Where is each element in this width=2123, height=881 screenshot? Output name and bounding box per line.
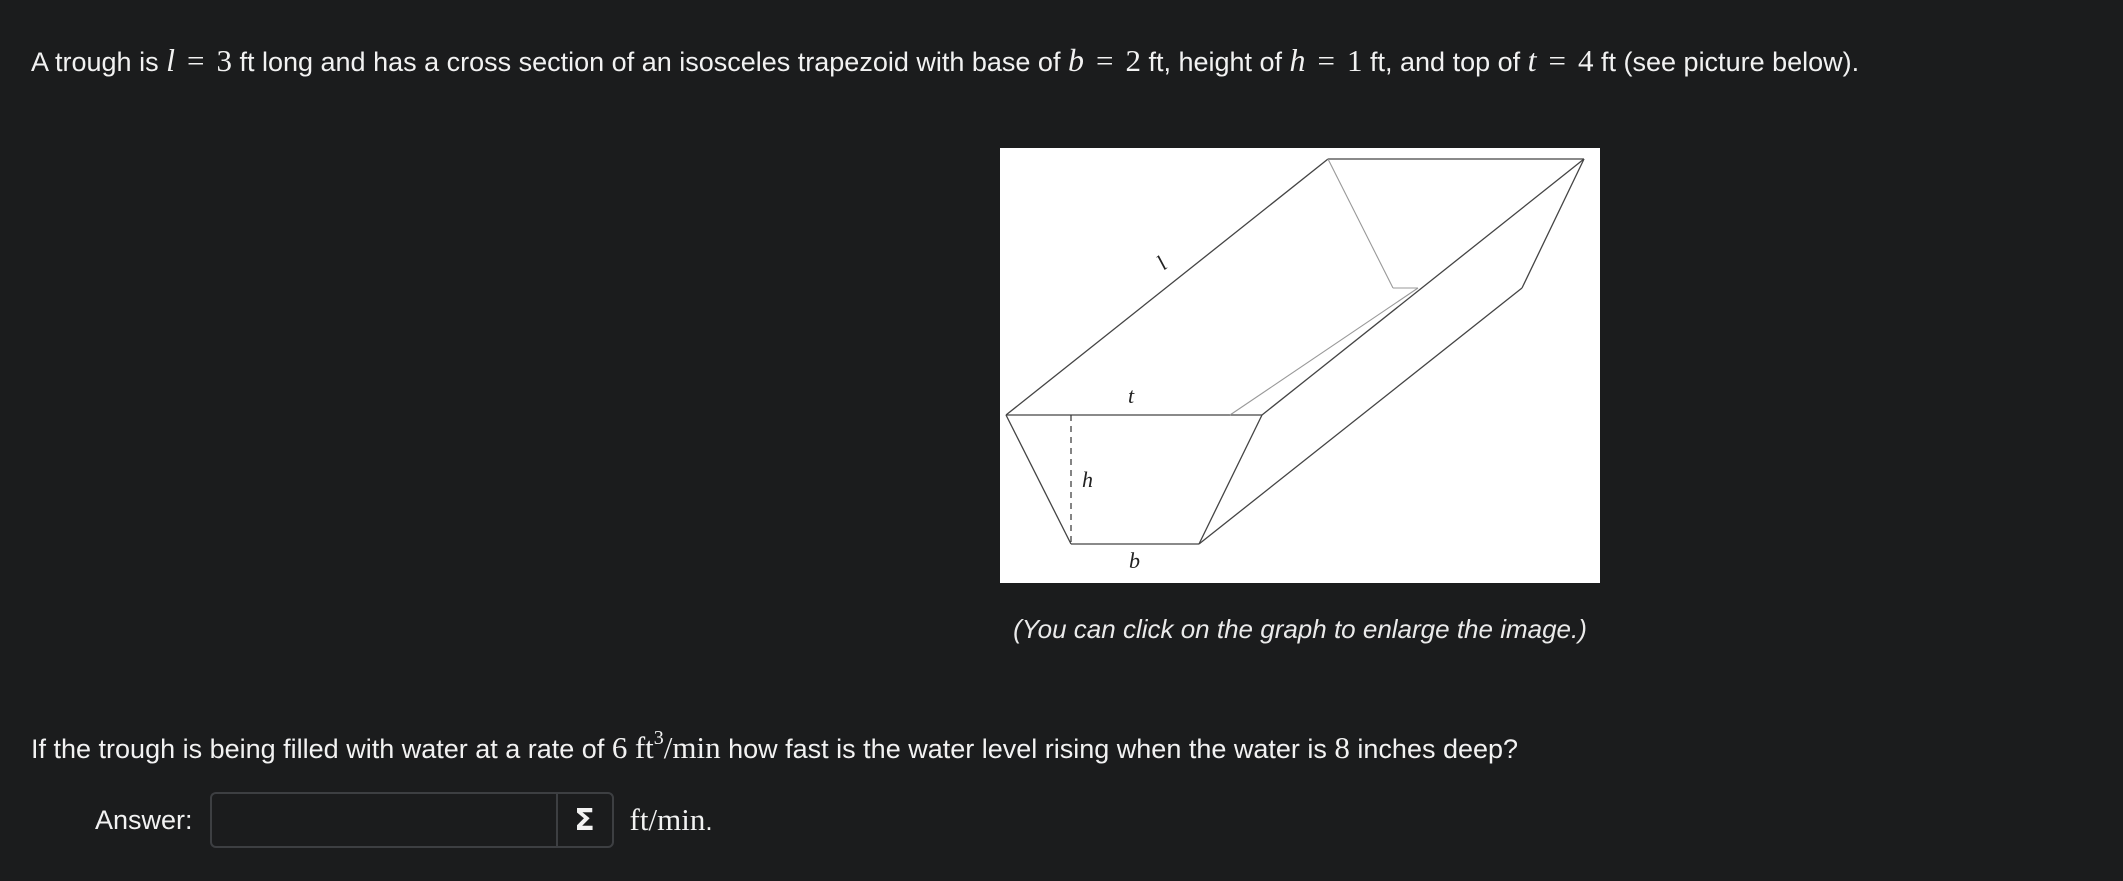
rate-unit: ft (634, 730, 654, 765)
math-palette-button[interactable] (556, 792, 614, 848)
problem-text-1: A trough is (31, 47, 167, 77)
rate-exponent: 3 (653, 727, 664, 749)
problem-text-3: ft, height of (1140, 47, 1290, 77)
value-h: 1 (1347, 43, 1363, 78)
answer-label: Answer: (95, 804, 193, 835)
rate-per: /min (663, 730, 721, 765)
trough-figure[interactable] (1000, 148, 1600, 583)
question-statement (31, 722, 1518, 769)
answer-period: . (705, 806, 713, 836)
var-l: l (166, 42, 175, 78)
equals-sign: = (1095, 43, 1114, 78)
answer-unit-text: ft/min (629, 802, 706, 837)
value-t: 4 (1578, 43, 1594, 78)
back-right-edge (1522, 159, 1584, 288)
var-t: t (1527, 42, 1537, 78)
value-b: 2 (1125, 43, 1141, 78)
value-l: 3 (216, 43, 232, 78)
depth-value: 8 (1334, 730, 1350, 765)
problem-text-5: ft (see picture below). (1593, 47, 1860, 77)
var-h: h (1289, 42, 1306, 78)
label-b: b (1129, 548, 1140, 573)
label-l: l (1151, 251, 1172, 275)
sigma-icon: Σ (574, 802, 595, 838)
equals-sign: = (1317, 43, 1336, 78)
right-top-edge (1262, 159, 1584, 415)
answer-unit (630, 802, 713, 838)
equals-sign: = (186, 43, 205, 78)
var-b: b (1067, 42, 1084, 78)
equals-sign: = (1548, 43, 1567, 78)
answer-input[interactable] (210, 792, 556, 848)
trough-diagram (1000, 148, 1600, 583)
answer-row (95, 790, 713, 850)
problem-statement (31, 40, 1859, 82)
back-left-top-edge (1006, 159, 1328, 415)
question-text-3: inches deep? (1349, 734, 1519, 764)
front-right-edge (1199, 415, 1262, 544)
rate-value: 6 (611, 730, 628, 765)
problem-text-4: ft, and top of (1362, 47, 1528, 77)
figure-caption: (You can click on the graph to enlarge the image.) (1013, 614, 1587, 644)
inner-back-left-edge (1328, 159, 1393, 288)
inner-bottom-edge (1230, 288, 1418, 415)
front-left-edge (1006, 415, 1071, 544)
question-text-2: how fast is the water level rising when the water is (720, 734, 1335, 764)
problem-text-2: ft long and has a cross section of an isosceles trapezoid with base of (231, 47, 1068, 77)
label-h: h (1082, 467, 1093, 492)
label-t: t (1128, 383, 1135, 408)
question-text-1: If the trough is being filled with water at a rate of (31, 734, 612, 764)
